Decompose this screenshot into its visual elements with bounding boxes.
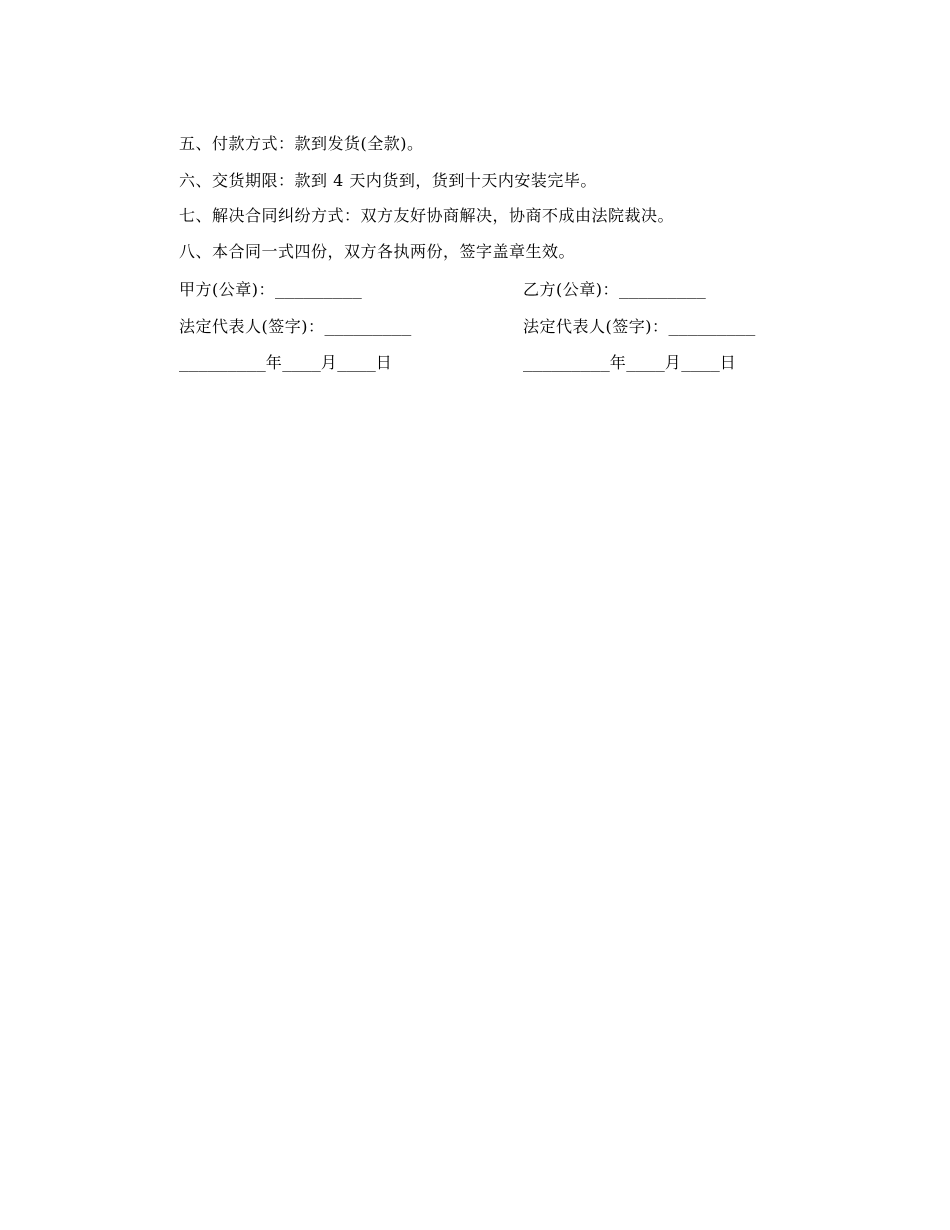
clause-delivery-period: 六、交货期限：款到 4 天内货到，货到十天内安装完毕。 (179, 171, 597, 190)
party-b-rep-label: 法定代表人(签字)： (523, 317, 669, 336)
party-b-seal-label: 乙方(公章)： (523, 280, 619, 299)
party-a-month-label: 月 (320, 353, 338, 372)
party-b-representative (523, 317, 755, 337)
party-b-seal (523, 280, 706, 300)
party-b-day-blank: ____ (681, 353, 720, 372)
party-a-day-blank: ____ (337, 353, 376, 372)
party-a-seal (179, 280, 362, 300)
party-b-seal-blank: _________ (619, 280, 706, 299)
party-a-month-blank: ____ (282, 353, 321, 372)
party-a-rep-label: 法定代表人(签字)： (179, 317, 325, 336)
party-a-year-blank: _________ (179, 353, 266, 372)
party-a-year-label: 年 (265, 353, 283, 372)
party-a-seal-label: 甲方(公章)： (179, 280, 275, 299)
party-b-month-blank: ____ (626, 353, 665, 372)
party-b-year-label: 年 (609, 353, 627, 372)
party-b-rep-blank: _________ (668, 317, 756, 336)
party-b-day-label: 日 (719, 353, 737, 372)
party-a-seal-blank: _________ (275, 280, 362, 299)
party-a-representative (179, 317, 411, 337)
party-a-rep-blank: _________ (324, 317, 412, 336)
party-b-year-blank: _________ (523, 353, 610, 372)
party-a-date (179, 353, 392, 373)
party-b-date (523, 353, 736, 373)
clause-dispute-resolution: 七、解决合同纠纷方式：双方友好协商解决，协商不成由法院裁决。 (179, 206, 675, 225)
clause-payment-method: 五、付款方式：款到发货(全款)。 (179, 134, 424, 153)
clause-copies-and-effect: 八、本合同一式四份，双方各执两份，签字盖章生效。 (179, 242, 576, 261)
party-a-day-label: 日 (375, 353, 393, 372)
party-b-month-label: 月 (664, 353, 682, 372)
